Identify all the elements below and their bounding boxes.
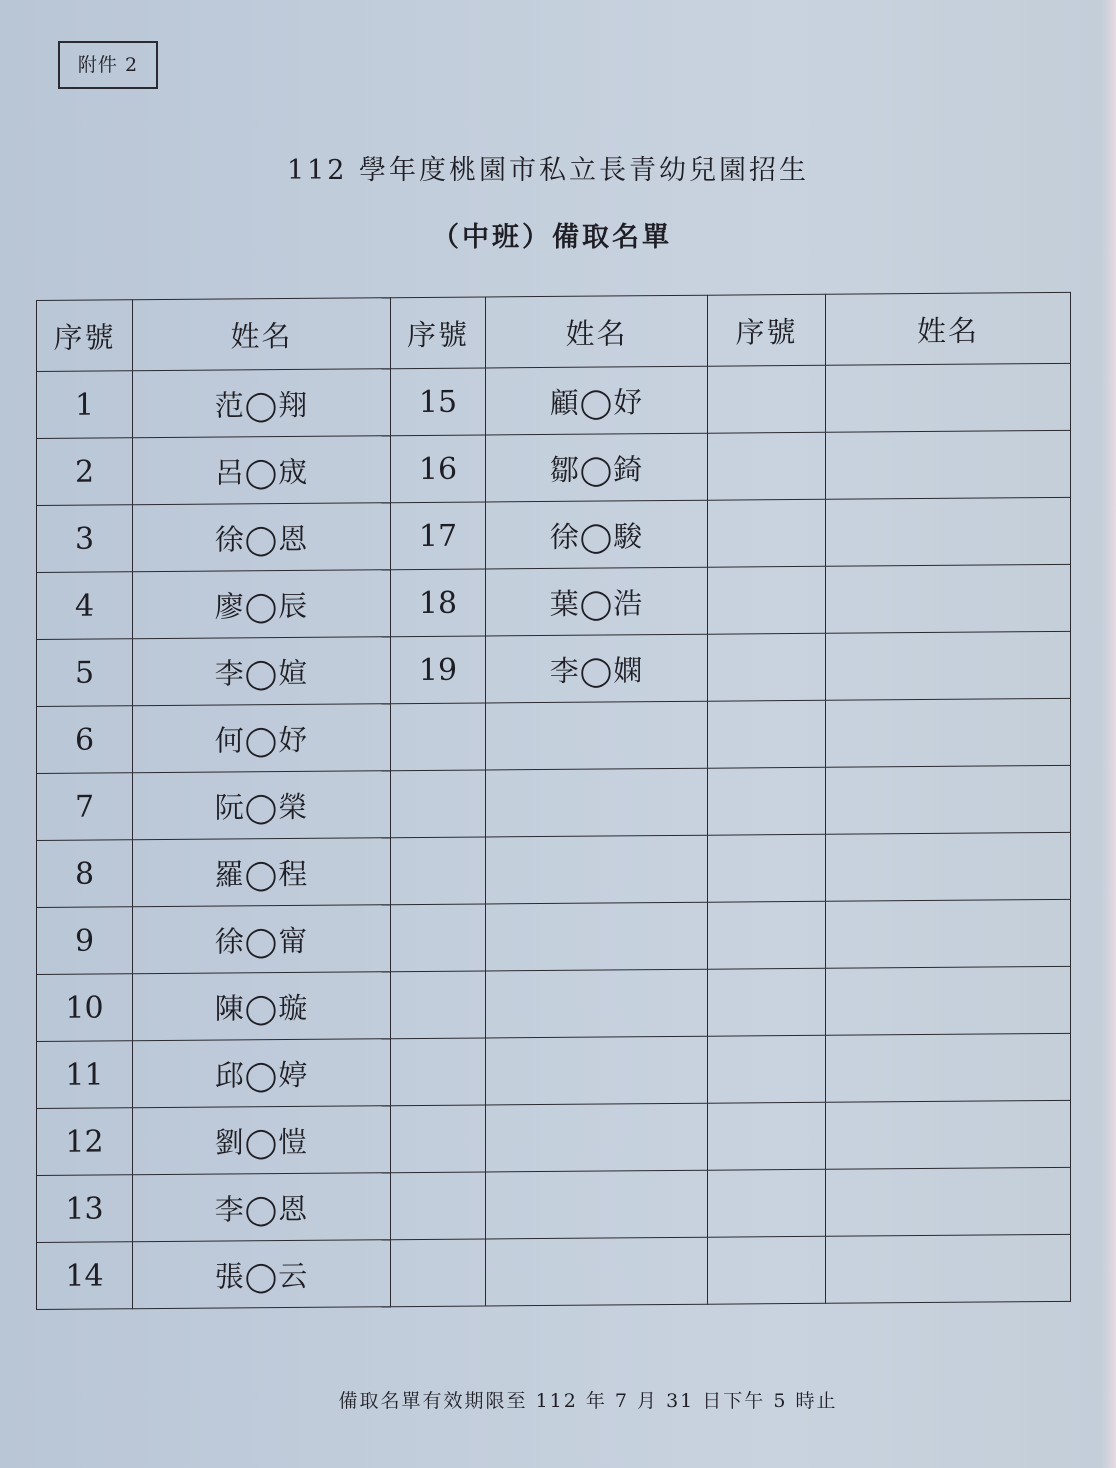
cell-number: 14: [37, 1242, 133, 1310]
cell-name: [486, 1103, 708, 1172]
cell-number-empty: [708, 1169, 826, 1237]
cell-number: 3: [37, 505, 133, 573]
cell-name-empty: [826, 698, 1071, 767]
cell-number-empty: [708, 968, 826, 1036]
table-row: [37, 430, 1071, 505]
cell-number: [391, 1038, 486, 1106]
cell-number: [391, 703, 486, 771]
table-row: [37, 899, 1071, 974]
cell-name: 李◯媗: [133, 637, 391, 706]
cell-number: 19: [391, 636, 486, 704]
cell-number-empty: [708, 1236, 826, 1304]
table-row: [37, 564, 1071, 639]
table-row: [37, 1100, 1071, 1175]
cell-number: 1: [37, 371, 133, 439]
cell-name-empty: [826, 564, 1071, 633]
cell-number-empty: [708, 834, 826, 902]
cell-name-empty: [826, 497, 1071, 566]
cell-name: 徐◯恩: [133, 503, 391, 572]
header-name-2: 姓名: [486, 295, 708, 368]
cell-name: 劉◯愷: [133, 1106, 391, 1175]
cell-number: 12: [37, 1108, 133, 1176]
cell-number-empty: [708, 767, 826, 835]
cell-number: 5: [37, 639, 133, 707]
waitlist-table-wrapper: [36, 292, 1070, 1310]
header-number-3: 序號: [708, 294, 826, 366]
cell-number: 8: [37, 840, 133, 908]
cell-number: [391, 837, 486, 905]
table-row: [37, 631, 1071, 706]
cell-name: 陳◯璇: [133, 972, 391, 1041]
cell-name: [486, 1036, 708, 1105]
cell-name-empty: [826, 631, 1071, 700]
table-row: [37, 832, 1071, 907]
table-row: [37, 497, 1071, 572]
validity-note: 備取名單有效期限至 112 年 7 月 31 日下午 5 時止: [338, 1390, 838, 1412]
cell-number: 11: [37, 1041, 133, 1109]
cell-name-empty: [826, 1167, 1071, 1236]
cell-name-empty: [826, 899, 1071, 968]
cell-name: 李◯恩: [133, 1173, 391, 1242]
cell-name: [486, 902, 708, 971]
attachment-label: 附件 2: [58, 41, 158, 89]
cell-name: 張◯云: [133, 1240, 391, 1309]
cell-number-empty: [708, 499, 826, 567]
cell-number: [391, 1105, 486, 1173]
cell-name: 范◯翔: [133, 369, 391, 438]
cell-number-empty: [708, 566, 826, 634]
cell-name: 呂◯宬: [133, 436, 391, 505]
cell-name-empty: [826, 832, 1071, 901]
cell-name: [486, 835, 708, 904]
cell-name-empty: [826, 966, 1071, 1035]
cell-name-empty: [826, 1234, 1071, 1303]
cell-number: [391, 1239, 486, 1307]
cell-name-empty: [826, 765, 1071, 834]
cell-name-empty: [826, 363, 1071, 432]
cell-number-empty: [708, 432, 826, 500]
table-row: [37, 966, 1071, 1041]
cell-number-empty: [708, 365, 826, 433]
table-row: [37, 765, 1071, 840]
cell-name: 顧◯妤: [486, 366, 708, 435]
cell-number: 4: [37, 572, 133, 640]
cell-name: [486, 1170, 708, 1239]
header-number-2: 序號: [391, 297, 486, 369]
cell-name: [486, 701, 708, 770]
cell-name: 羅◯程: [133, 838, 391, 907]
header-name-1: 姓名: [133, 298, 391, 371]
cell-number: 9: [37, 907, 133, 975]
cell-number: 16: [391, 435, 486, 503]
cell-number: 6: [37, 706, 133, 774]
cell-name: [486, 969, 708, 1038]
cell-number: 18: [391, 569, 486, 637]
cell-name: [486, 768, 708, 837]
cell-name-empty: [826, 1100, 1071, 1169]
cell-number: [391, 770, 486, 838]
table-row: [37, 1033, 1071, 1108]
cell-number: 2: [37, 438, 133, 506]
cell-name: 徐◯駿: [486, 500, 708, 569]
cell-number-empty: [708, 901, 826, 969]
header-name-3: 姓名: [826, 292, 1071, 365]
cell-name: 葉◯浩: [486, 567, 708, 636]
cell-name: 徐◯甯: [133, 905, 391, 974]
cell-name: 何◯妤: [133, 704, 391, 773]
cell-number: [391, 971, 486, 1039]
cell-number-empty: [708, 700, 826, 768]
table-row: [37, 1167, 1071, 1242]
cell-number-empty: [708, 1102, 826, 1170]
cell-number-empty: [708, 633, 826, 701]
cell-number-empty: [708, 1035, 826, 1103]
cell-name-empty: [826, 1033, 1071, 1102]
cell-number: [391, 1172, 486, 1240]
table-row: [37, 698, 1071, 773]
cell-name: [486, 1237, 708, 1306]
header-number-1: 序號: [37, 300, 133, 372]
cell-number: 17: [391, 502, 486, 570]
cell-name: 阮◯榮: [133, 771, 391, 840]
table-row: [37, 363, 1071, 438]
document-subtitle: （中班）備取名單: [432, 222, 672, 253]
document-title: 112 學年度桃園市私立長青幼兒園招生: [286, 155, 810, 186]
cell-name: 邱◯婷: [133, 1039, 391, 1108]
waitlist-table: [36, 292, 1071, 1310]
cell-name: 李◯嫻: [486, 634, 708, 703]
cell-number: [391, 904, 486, 972]
cell-number: 10: [37, 974, 133, 1042]
cell-name-empty: [826, 430, 1071, 499]
cell-number: 7: [37, 773, 133, 841]
table-row: [37, 1234, 1071, 1309]
cell-name: 廖◯辰: [133, 570, 391, 639]
cell-number: 13: [37, 1175, 133, 1243]
table-header-row: [37, 292, 1071, 371]
cell-name: 鄒◯錡: [486, 433, 708, 502]
cell-number: 15: [391, 368, 486, 436]
table-body: [37, 363, 1071, 1309]
